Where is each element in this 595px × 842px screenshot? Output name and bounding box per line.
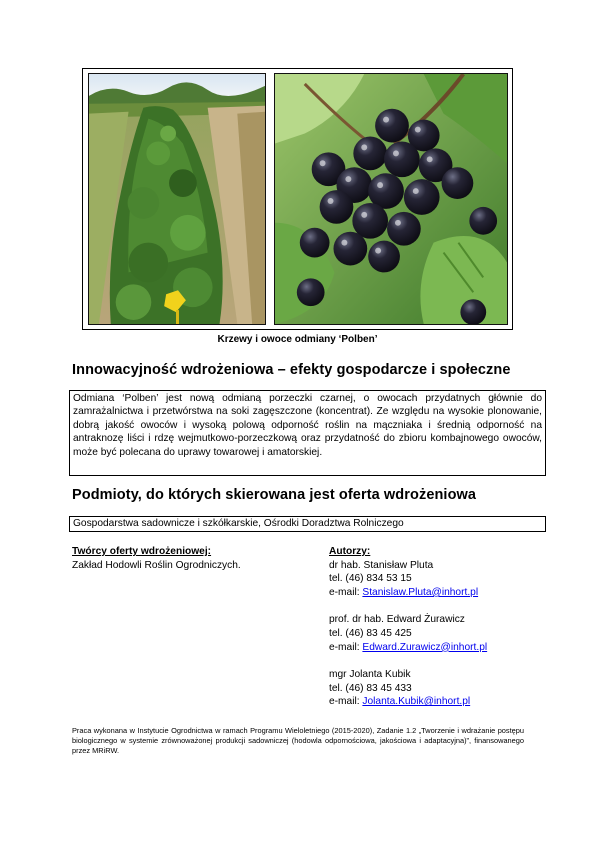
author-block (329, 613, 539, 654)
fruit-cluster-image (275, 74, 507, 324)
funding-footnote-text: Praca wykonana w Instytucie Ogrodnictwa w ramach Programu Wieloletniego (2015-2020), Zadanie 1.2 „Tworzenie i wdrażanie postępu biologicznego w systemie zrównoważonej produkcji sadowniczej (hodowla odpornościowa, jakościowa i adaptacyjna)”, finansowanego przez MRiRW. (72, 726, 524, 755)
bushes-photo (88, 73, 266, 325)
author-name: dr hab. Stanisław Pluta (329, 559, 434, 571)
creators-header: Twórcy oferty wdrożeniowej: (72, 546, 212, 557)
photo-figure (82, 68, 513, 330)
author-block (329, 559, 539, 600)
email-label: e-mail: (329, 586, 363, 598)
author-email-link[interactable]: Stanislaw.Pluta@inhort.pl (362, 586, 479, 598)
innovation-description-text: Odmiana ‘Polben’ jest nową odmianą porzeczki czarnej, o owocach przydatnych głównie do zamrażalnictwa i przetwórstwa na soki zagęszczone (koncentrat). Ze względu na wysokie plonowanie, dobrą jakość owoców i wysoką polową odporność roślin na mączniaka i średnią odporność na antraknozę liści i rdzę wejmutkowo-porzeczkową oraz przydatność do zbioru kombajnowego owoców, może być polecana do uprawy towarowej i amatorskiej. (73, 393, 542, 458)
author-email-line (329, 586, 539, 600)
section-heading-innovation: Innowacyjność wdrożeniowa – efekty gospodarcze i społeczne (72, 362, 511, 378)
author-email-link[interactable]: Edward.Zurawicz@inhort.pl (362, 641, 488, 653)
email-label: e-mail: (329, 641, 363, 653)
figure-caption: Krzewy i owoce odmiany ‘Polben’ (217, 334, 378, 345)
bushes-row-image (89, 74, 265, 324)
funding-footnote (72, 726, 524, 756)
author-email-line (329, 695, 539, 709)
creators-name: Zakład Hodowli Roślin Ogrodniczych. (72, 559, 241, 571)
section-heading-target-entities: Podmioty, do których skierowana jest oferta wdrożeniowa (72, 487, 477, 503)
creators-column (72, 545, 312, 572)
author-phone: tel. (46) 834 53 15 (329, 573, 412, 585)
fruit-photo (274, 73, 508, 325)
target-entities-box (69, 516, 546, 532)
author-block (329, 668, 539, 709)
authors-column (329, 545, 539, 709)
author-name: mgr Jolanta Kubik (329, 669, 411, 681)
authors-header: Autorzy: (329, 546, 371, 557)
author-phone: tel. (46) 83 45 433 (329, 682, 412, 694)
target-entities-text: Gospodarstwa sadownicze i szkółkarskie, Ośrodki Doradztwa Rolniczego (73, 518, 404, 529)
innovation-description-box (69, 390, 546, 476)
author-phone: tel. (46) 83 45 425 (329, 627, 412, 639)
email-label: e-mail: (329, 696, 363, 708)
author-name: prof. dr hab. Edward Żurawicz (329, 614, 465, 626)
author-email-line (329, 641, 539, 655)
author-email-link[interactable]: Jolanta.Kubik@inhort.pl (362, 696, 471, 708)
